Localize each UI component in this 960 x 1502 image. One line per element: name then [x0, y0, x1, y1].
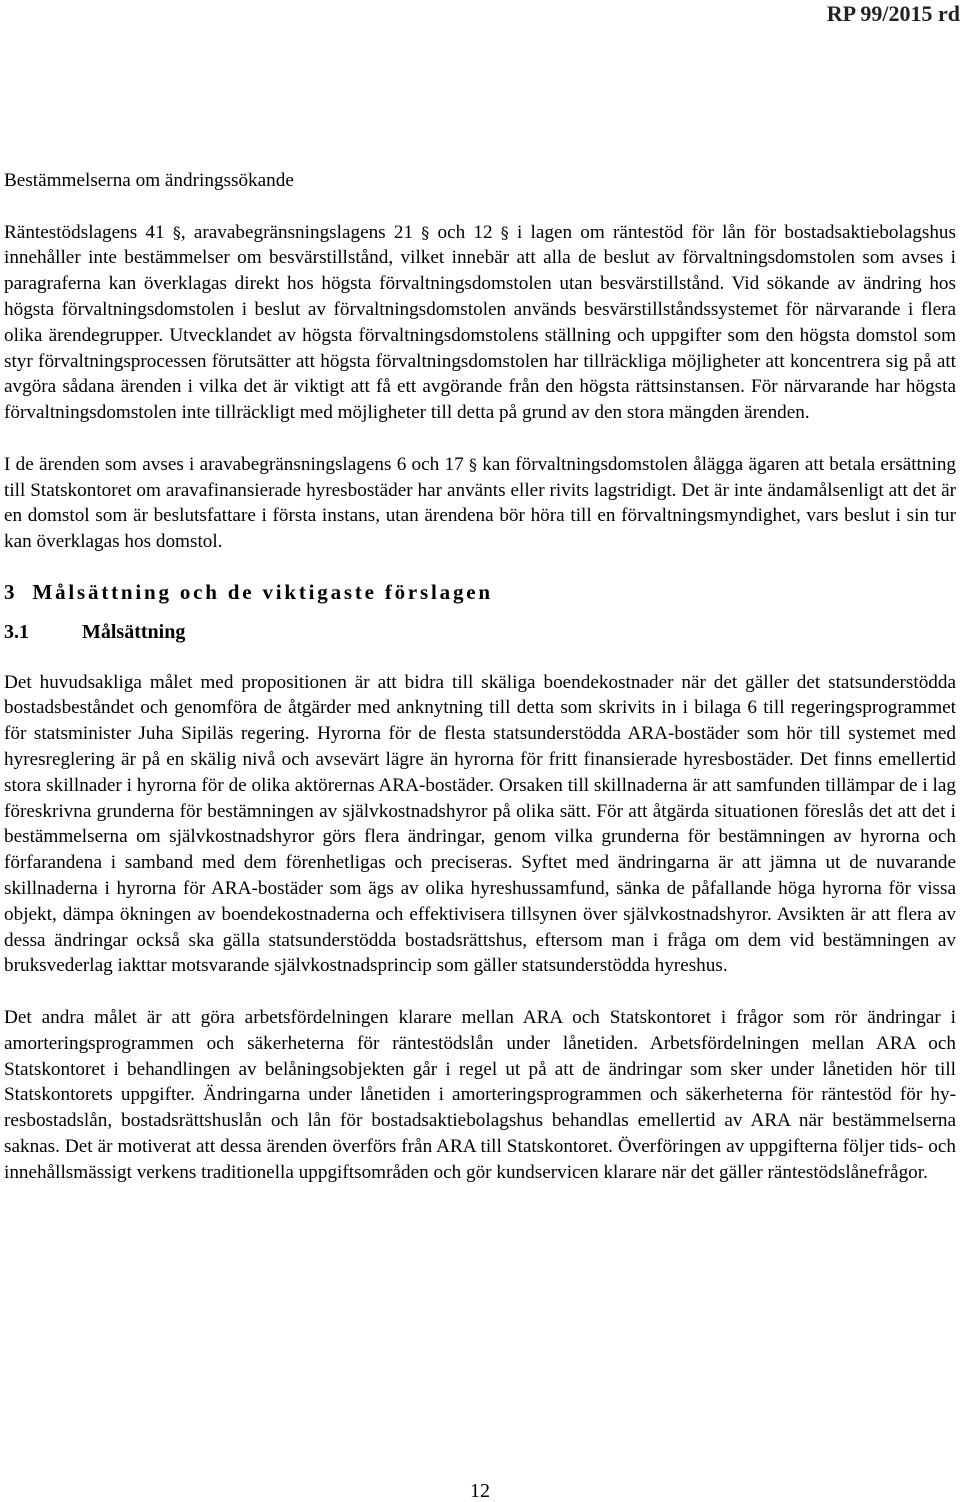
- section-symbol: §: [500, 222, 509, 242]
- document-id: RP 99/2015 rd: [826, 1, 960, 26]
- subsection-number: 3.1: [4, 620, 29, 643]
- chapter-number: 3: [4, 579, 15, 604]
- appeal-p2-text-a: I de ärenden som avses i aravabegränsningslagens 6 och 17: [4, 453, 464, 475]
- chapter-title: Målsättning och de viktigaste förslagen: [32, 579, 493, 604]
- appeal-paragraph-1: [4, 220, 956, 426]
- section-symbol: §: [468, 454, 477, 474]
- subsection-title: Målsättning: [82, 620, 186, 643]
- appeal-p1-text-b: , aravabegränsningslagens 21: [180, 221, 414, 243]
- section-symbol: §: [172, 222, 181, 242]
- page-number: 12: [470, 1480, 490, 1502]
- goal-paragraph-2: Det andra målet är att göra arbetsfördelningen klarare mellan ARA och Statskontoret i frågor som rör ändringar i amorteringsprogrammen och säkerheterna för räntestödslån under lånetiden. Arbetsfördelningen mellan ARA och Statskontoret i behandlingen av belåningsobjekten går i regel ut på att de ändringar som sker under lånetiden hör till Statskontorets uppgifter. Ändringarna under lånetiden i amorteringsprogrammen och säkerheterna för räntestöd för hyresbostadslån, bostadsrättshuslån och lån för bostadsaktiebolagshus behandlas emellertid av ARA när bestämmelserna saknas. Det är motiverat att dessa ärenden överförs från ARA till Statskontoret. Överföringen av uppgifterna följer tids- och innehållsmässigt verkens traditionella uppgiftsområden och gör kundservicen klarare när det gäller räntestödslånefrågor.: [4, 1006, 956, 1183]
- section-symbol: §: [421, 222, 430, 242]
- appeal-p1-text-c: och 12: [429, 221, 493, 243]
- appeal-p1-text-d: i lagen om räntestöd för lån för bostadsaktiebolagshus innehåller inte bestämmelser om besvärstillstånd, vilket innebär att alla de beslut av förvaltningsdomstolen som avses i paragraferna kan överklagas direkt hos högsta förvaltningsdomstolen utan besvärstillstånd. Vid sökande av ändring hos högsta förvaltningsdomstolen i beslut av förvaltningsdomstolen används besvärstillståndssystemet för närvarande i flera olika ärendegrupper. Utvecklandet av högsta förvaltningsdomstolens ställning och uppgifter som den högsta domstol som styr förvaltningsprocessen förutsätter att högsta förvaltningsdomstolen har tillräckliga möjligheter att koncentrera sig på att avgöra sådana ärenden i vilka det är viktigt att få ett avgörande från den högsta rättsinstansen. För närvarande har högsta förvaltningsdomstolen inte tillräckligt med möjligheter till detta på grund av den stora mängden ärenden.: [4, 221, 956, 424]
- appeal-p1-text-a: Räntestödslagens 41: [4, 221, 165, 243]
- section-heading-appeal: Bestämmelserna om ändringssökande: [4, 170, 294, 191]
- chapter-heading: [4, 580, 956, 606]
- appeal-paragraph-2: [4, 452, 956, 555]
- goal-paragraph-1: Det huvudsakliga målet med propositionen är att bidra till skäliga boendekostnader när det gäller det statsunderstödda bostadsbeståndet och genomföra de åtgärder med anknytning till detta som skrivits in i bilaga 6 till regeringsprogrammet för statsminister Juha Sipiläs regering. Hyrorna för de flesta statsunderstödda ARA-bostäder som hör till systemet med hyresreglering är på en skälig nivå och avsevärt lägre än hyrorna för fritt finansierade hyresbostäder. Det finns emellertid stora skillnader i hyrorna för de olika aktörernas ARA-bostäder. Orsaken till skillnaderna är att samfunden tillämpar de i lag föreskrivna grunderna för bestämningen av självkostnadshyror på olika sätt. För att åtgärda situationen föreslås det att det i bestämmelserna om självkostnadshyror görs flera ändringar, genom vilka grunderna för bestämningen av hyrorna och förfarandena i samband med dem förenhetligas och preciseras. Syftet med ändringarna är att jämna ut de nuvarande skillnaderna i hyrorna för ARA-bostäder som ägs av olika hyreshussamfund, sänka de påfallande höga hyrorna för vissa objekt, dämpa ökningen av boendekostnaderna och effektivisera tillsynen över självkostnadshyror. Avsikten är att flera av dessa ändringar också ska gälla statsunderstödda bostadsrättshus, eftersom man i fråga om dem vid bestämningen av bruksvederlag iakttar motsvarande självkostnadsprincip som gäller statsunderstödda hyreshus.: [4, 671, 956, 977]
- appeal-p2-text-b: kan förvaltningsdomstolen ålägga ägaren att betala ersättning till Statskontoret om aravafinansierade hyresbostäder har använts eller rivits lagstridigt. Det är inte ändamålsenligt att det är en domstol som är beslutsfattare i första instans, utan ärendena bör höra till en förvaltningsmyndighet, vars beslut i sin tur kan överklagas hos domstol.: [4, 453, 957, 553]
- subsection-heading: [4, 620, 956, 646]
- page-body: [4, 168, 956, 1185]
